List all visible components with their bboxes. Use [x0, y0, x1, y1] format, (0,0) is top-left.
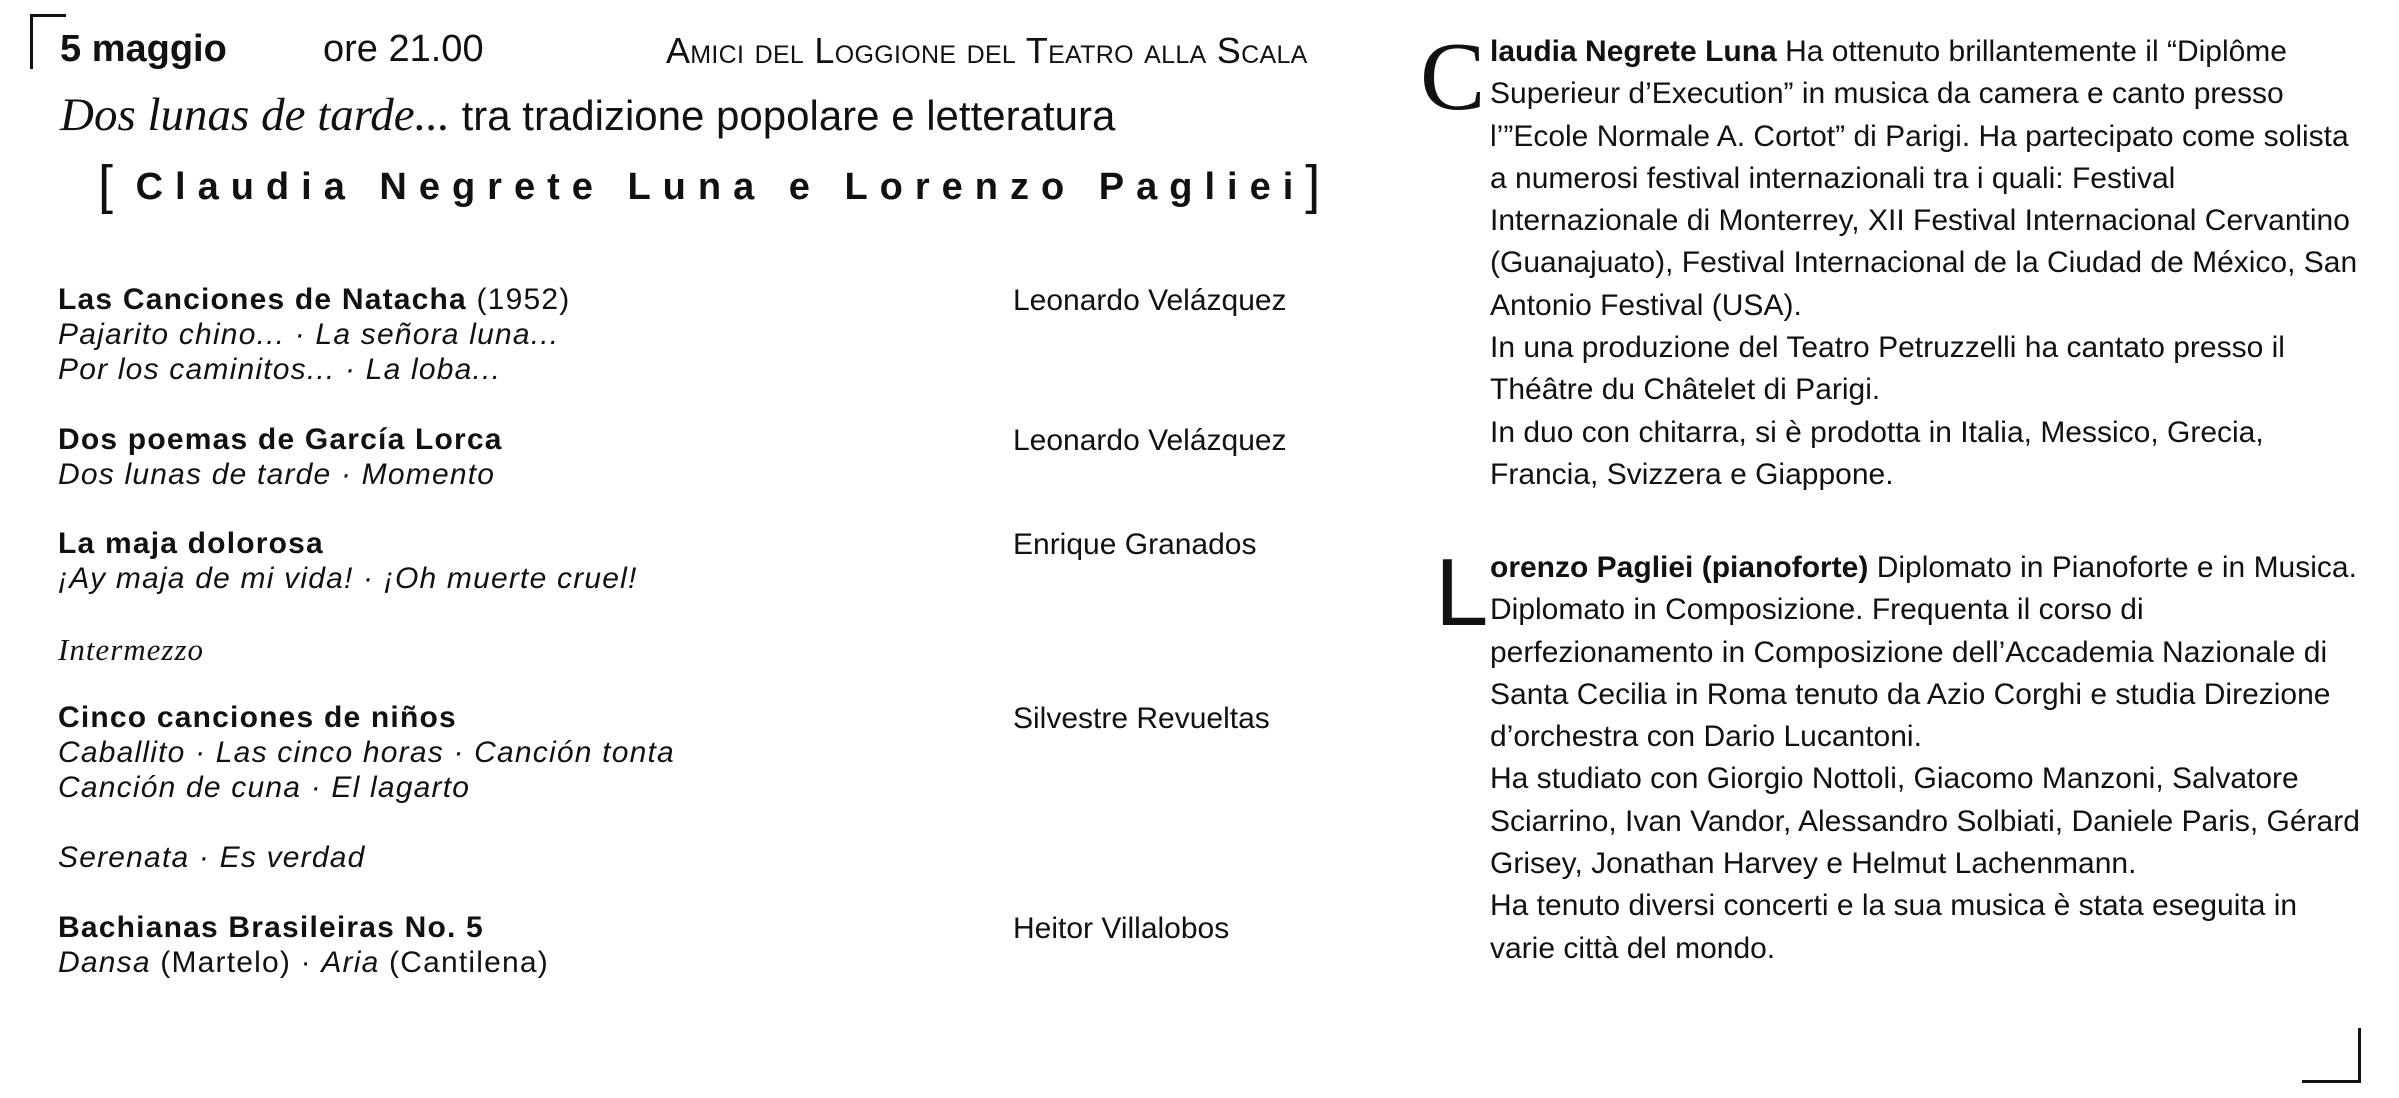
bio-text: Diplomato in Pianoforte e in Musica. Diplomato in Composizione. Frequenta il corso di perfezionamento in Composizione dell’Accademia Nazionale di Santa Cecilia in Roma tenuto da Azio Corghi e studia Direzione d’orchestra con Dario Lucantoni. — [1490, 551, 2357, 754]
piece-title: Las Canciones de Natacha — [58, 283, 467, 316]
program-item-continued — [58, 840, 366, 875]
piece-title: Dos poemas de García Lorca — [58, 423, 503, 456]
bio-text: In duo con chitarra, si è prodotta in Italia, Messico, Grecia, Francia, Svizzera e Giappone. — [1490, 415, 2264, 491]
composer: Leonardo Velázquez — [1013, 284, 1287, 317]
piece-movements: Pajarito chino... · La señora luna... — [58, 318, 560, 351]
composer: Enrique Granados — [1013, 528, 1257, 561]
bio-lorenzo — [1490, 547, 2370, 970]
composer: Silvestre Revueltas — [1013, 702, 1270, 735]
piece-movement-note: (Martelo) · — [150, 946, 322, 979]
piece-movements: Dos lunas de tarde · Momento — [58, 458, 496, 491]
bio-text: Ha studiato con Giorgio Nottoli, Giacomo Manzoni, Salvatore Sciarrino, Ivan Vandor, Alessandro Solbiati, Daniele Paris, Gérard Grisey, Jonathan Harvey e Helmut Lachenmann. — [1490, 762, 2360, 881]
piece-movement: Aria — [321, 946, 380, 979]
piece-title: Cinco canciones de niños — [58, 701, 457, 734]
piece-movements: Por los caminitos... · La loba... — [58, 353, 502, 386]
program-item — [58, 700, 675, 805]
piece-movements: Serenata · Es verdad — [58, 841, 366, 874]
bio-text: Ha ottenuto brillantemente il “Diplôme Superieur d’Execution” in musica da camera e canto presso l’”Ecole Normale A. Cortot” di Parigi. Ha partecipato come solista a numerosi festival internazionali tra i quali: Festival Internazionale di Monterrey, XII Festival Internacional Cervantino (Guanajuato), Festival Internacional de la Ciudad de México, San Antonio Festival (USA). — [1490, 35, 2358, 322]
concert-title-rest: tra tradizione popolare e letteratura — [449, 92, 1116, 139]
performers-names: Claudia Negrete Luna e Lorenzo Pagliei — [135, 166, 1306, 208]
piece-movements: Canción de cuna · El lagarto — [58, 771, 471, 804]
piece-movements: Caballito · Las cinco horas · Canción tonta — [58, 736, 675, 769]
dropcap-l: L — [1435, 539, 1489, 646]
piece-title: Bachianas Brasileiras No. 5 — [58, 911, 484, 944]
bio-text: Ha tenuto diversi concerti e la sua musica è stata eseguita in varie città del mondo. — [1490, 889, 2298, 965]
program-item — [58, 526, 638, 596]
piece-movements: ¡Ay maja de mi vida! · ¡Oh muerte cruel! — [58, 562, 638, 595]
organizer: Amici del Loggione del Teatro alla Scala — [666, 30, 1308, 71]
dropcap-c: C — [1420, 23, 1486, 131]
program-item — [58, 282, 570, 387]
concert-time: ore 21.00 — [323, 28, 484, 70]
bio-text: In una produzione del Teatro Petruzzelli ha cantato presso il Théâtre du Châtelet di Parigi. — [1490, 331, 2285, 407]
bio-claudia — [1490, 31, 2370, 496]
program-item — [58, 910, 549, 980]
concert-title-italic: Dos lunas de tarde... — [60, 89, 450, 141]
bio-name: laudia Negrete Luna — [1490, 35, 1777, 68]
concert-title — [60, 88, 1115, 142]
performers-heading — [98, 150, 1321, 215]
program-item — [58, 422, 503, 492]
concert-date: 5 maggio — [60, 28, 227, 70]
bracket-open: [ — [98, 155, 114, 215]
bio-name: orenzo Pagliei (pianoforte) — [1490, 551, 1869, 584]
piece-year: (1952) — [466, 283, 571, 316]
bracket-close: ] — [1305, 155, 1321, 215]
intermezzo: Intermezzo — [58, 632, 205, 667]
crop-mark-bottom-right — [2302, 1028, 2361, 1083]
piece-movement: Dansa — [58, 946, 151, 979]
piece-title: La maja dolorosa — [58, 527, 324, 560]
composer: Heitor Villalobos — [1013, 912, 1230, 945]
composer: Leonardo Velázquez — [1013, 424, 1287, 457]
piece-movement-note: (Cantilena) — [379, 946, 549, 979]
